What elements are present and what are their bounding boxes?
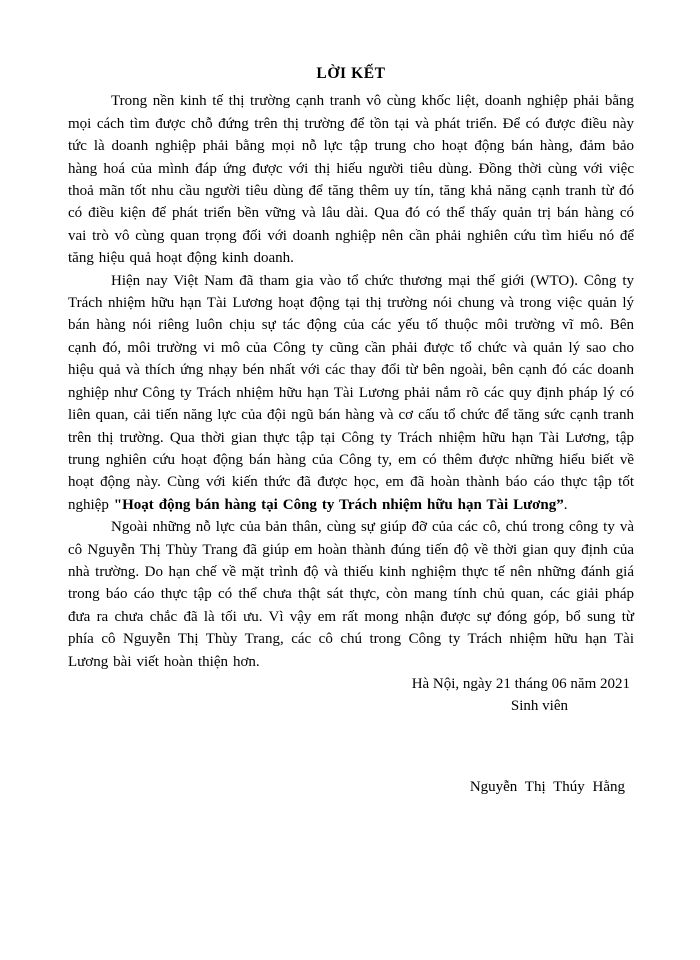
signature-name: Nguyễn Thị Thúy Hằng: [469, 778, 625, 795]
signature-block: [68, 673, 634, 798]
page-title: LỜI KẾT: [316, 65, 386, 82]
paragraph-company-text: Hiện nay Việt Nam đã tham gia vào tổ chức thương mại thế giới (WTO). Công ty Trách nhiệm hữu hạn Tài Lương hoạt động tại thị trường nói chung và trong việc quản lý bán hàng nói riêng luôn chịu sự tác động của các yếu tố thuộc môi trường vĩ mô. Bên cạnh đó, môi trường vi mô của Công ty cũng cần phải được tổ chức và quản lý sao cho hiệu quả và thích ứng nhạy bén nhất với các thay đổi từ bên ngoài, bên cạnh đó các doanh nghiệp như Công ty Trách nhiệm hữu hạn Tài Lương phải nắm rõ các quy định pháp lý có liên quan, cải tiến năng lực của đội ngũ bán hàng và cơ cấu tổ chức để tăng sức cạnh tranh trên thị trường. Qua thời gian thực tập tại Công ty Trách nhiệm hữu hạn Tài Lương, tập trung nghiên cứu hoạt động bán hàng của Công ty, em có thêm được những hiểu biết về hoạt động này. Cùng với kiến thức đã được học, em đã hoàn thành báo cáo thực tập tốt nghiệp: [68, 272, 634, 513]
report-title-bold: "Hoạt động bán hàng tại Công ty Trách nhiệm hữu hạn Tài Lương”: [113, 496, 564, 513]
paragraph-company-end: .: [563, 496, 568, 513]
paragraph-company: [68, 270, 634, 516]
signature-role: Sinh viên: [510, 698, 568, 715]
signature-place-date: Hà Nội, ngày 21 tháng 06 năm 2021: [411, 675, 630, 692]
paragraph-intro: Trong nền kinh tế thị trường cạnh tranh vô cùng khốc liệt, doanh nghiệp phải bằng mọi cách tìm được chỗ đứng trên thị trường để tồn tại và phát triển. Để có được điều này tức là doanh nghiệp phải bằng mọi nỗ lực tập trung cho hoạt động bán hàng, đảm bảo hàng hoá của mình đáp ứng được với thị hiếu người tiêu dùng. Đồng thời cùng với việc thoả mãn tốt nhu cầu người tiêu dùng để tăng thêm uy tín, tăng khả năng cạnh tranh từ đó có điều kiện để phát triển bền vững và lâu dài. Qua đó có thể thấy quản trị bán hàng có vai trò vô cùng quan trọng đối với doanh nghiệp nên cần phải nghiên cứu tìm hiểu nó để tăng hiệu quả hoạt động kinh doanh.: [68, 93, 634, 267]
paragraph-thanks: Ngoài những nỗ lực của bản thân, cùng sự giúp đỡ của các cô, chú trong công ty và cô Nguyễn Thị Thùy Trang đã giúp em hoàn thành đúng tiến độ về thời gian quy định của nhà trường. Do hạn chế về mặt trình độ và thiếu kinh nghiệm thực tế nên những đánh giá trong báo cáo thực tập có thể chưa thật sát thực, còn mang tính chủ quan, các giải pháp đưa ra chưa chắc đã là tối ưu. Vì vậy em rất mong nhận được sự đóng góp, bổ sung từ phía cô Nguyễn Thị Thùy Trang, các cô chú trong Công ty Trách nhiệm hữu hạn Tài Lương bài viết hoàn thiện hơn.: [68, 519, 634, 670]
